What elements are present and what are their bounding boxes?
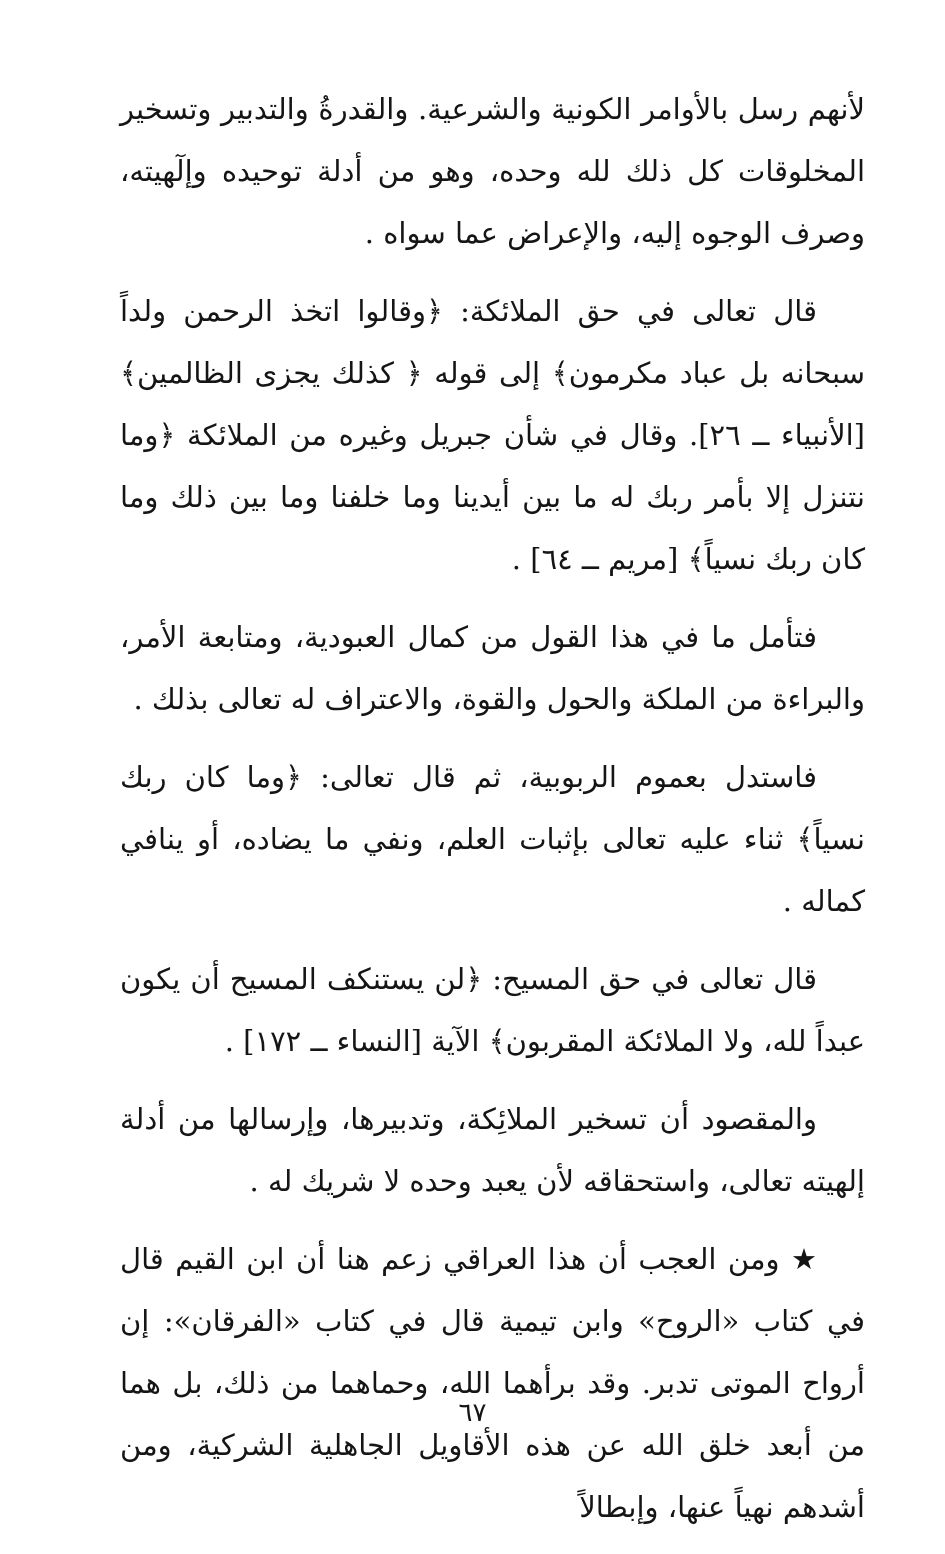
paragraph-4: فاستدل بعموم الربوبية، ثم قال تعالى: ﴿وما كان ربك نسياً﴾ ثناء عليه تعالى بإثبات العلم، ونفي ما يضاده، أو ينافي كماله . [120, 760, 865, 918]
page-body [120, 78, 865, 1554]
paragraph-1: لأنهم رسل بالأوامر الكونية والشرعية. والقدرةُ والتدبير وتسخير المخلوقات كل ذلك لله وحده، وهو من أدلة توحيده وإلٓهيته، وصرف الوجوه إليه، والإعراض عما سواه . [120, 92, 865, 250]
paragraph-5: قال تعالى في حق المسيح: ﴿لن يستنكف المسيح أن يكون عبداً لله، ولا الملائكة المقربون﴾ الآية [النساء ــ ١٧٢] . [120, 962, 865, 1058]
paragraph-2: قال تعالى في حق الملائكة: ﴿وقالوا اتخذ الرحمن ولداً سبحانه بل عباد مكرمون﴾ إلى قوله ﴿ كذلك يجزى الظالمين﴾ [الأنبياء ــ ٢٦]. وقال في شأن جبريل وغيره من الملائكة ﴿وما نتنزل إلا بأمر ربك له ما بين أيدينا وما خلفنا وما بين ذلك وما كان ربك نسياً﴾ [مريم ــ ٦٤] . [120, 294, 865, 576]
paragraph-7: ★ ومن العجب أن هذا العراقي زعم هنا أن ابن القيم قال في كتاب «الروح» وابن تيمية قال في كتاب «الفرقان»: إن أرواح الموتى تدبر. وقد برأهما الله، وحماهما من ذلك، بل هما من أبعد خلق الله عن هذه الأقاويل الجاهلية الشركية، ومن أشدهم نهياً عنها، وإبطالاً [120, 1242, 865, 1524]
page-number: ٦٧ [458, 1398, 487, 1428]
paragraph-3: فتأمل ما في هذا القول من كمال العبودية، ومتابعة الأمر، والبراءة من الملكة والحول والقوة، والاعتراف له تعالى بذلك . [120, 620, 865, 716]
paragraph-6: والمقصود أن تسخير الملائِكة، وتدبيرها، وإرسالها من أدلة إلهيته تعالى، واستحقاقه لأن يعبد وحده لا شريك له . [120, 1102, 865, 1198]
